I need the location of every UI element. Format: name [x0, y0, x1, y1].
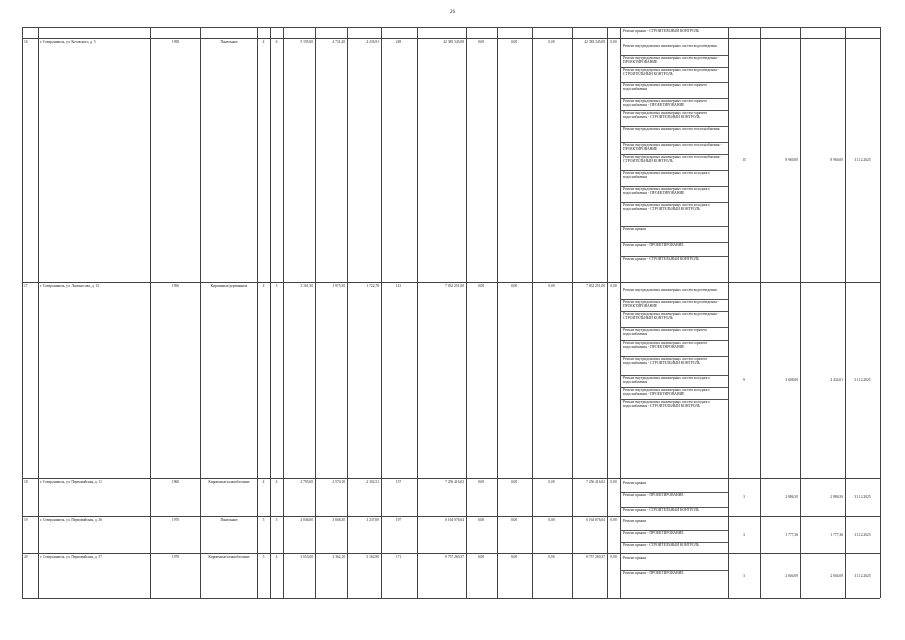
entrances: 5: [275, 518, 278, 522]
deadline: 31.12.2025: [854, 495, 871, 499]
floors: 4: [262, 480, 265, 484]
work-item: Ремонт внутридомовых инженерных систем холодного водоснабжения - ПРОЕКТИРОВАНИЕ: [623, 187, 710, 196]
entrances: 6: [275, 40, 278, 44]
owners-funds: 7 032 251,00: [586, 284, 605, 288]
work-item: Ремонт крыши - СТРОИТЕЛЬНЫЙ КОНТРОЛЬ: [623, 29, 700, 33]
fund-local: 0,00: [548, 480, 555, 484]
work-item: Ремонт внутридомовых инженерных систем водоотведения - СТРОИТЕЛЬНЫЙ КОНТРОЛЬ: [623, 68, 719, 77]
fund-federal: 0,00: [477, 480, 485, 484]
column-rule-4: [257, 27, 258, 598]
limit-cost: 2 886,50: [830, 495, 843, 499]
fund-regional: 0,00: [510, 555, 518, 559]
owners-funds: 8 757 260,37: [586, 555, 605, 559]
other-funds: 0,00: [610, 40, 617, 44]
premises-area: 2 570,10: [332, 480, 345, 484]
row-rule: [22, 282, 880, 283]
work-item: Ремонт крыши: [623, 227, 647, 231]
entrances: 4: [275, 555, 278, 559]
wall-material: Кирпичные/шлакоблочные: [208, 480, 250, 484]
column-rule-15: [607, 27, 608, 598]
work-item: Ремонт крыши - ПРОЕКТИРОВАНИЕ: [623, 571, 684, 575]
work-item: Ремонт внутридомовых инженерных систем теплоснабжения - ПРОЕКТИРОВАНИЕ: [623, 143, 722, 152]
row-rule: [22, 516, 880, 517]
column-rule-3: [200, 27, 201, 598]
cost-total: 8 757 260,37: [445, 555, 464, 559]
wall-material: Кирпичные/деревянные: [210, 284, 248, 288]
other-funds: 0,00: [610, 555, 617, 559]
build-year: 1970: [171, 518, 180, 522]
work-count: 3: [743, 533, 745, 537]
fund-local: 0,00: [548, 518, 555, 522]
fund-regional: 0,00: [510, 284, 518, 288]
residential-area: 2 302,51: [366, 480, 379, 484]
total-area: 5 195,00: [300, 40, 313, 44]
owners-funds: 7 256 416,02: [586, 480, 605, 484]
work-item: Ремонт внутридомовых инженерных систем водоотведения: [623, 44, 717, 48]
residential-area: 3 162,80: [366, 555, 379, 559]
work-item: Ремонт внутридомовых инженерных систем водоотведения - ПРОЕКТИРОВАНИЕ: [623, 300, 719, 309]
row-number: 16: [24, 40, 28, 44]
work-item: Ремонт внутридомовых инженерных систем горячего водоснабжения - ПРОЕКТИРОВАНИЕ: [623, 341, 708, 350]
column-rule-13: [532, 27, 533, 598]
residents: 141: [395, 284, 402, 288]
cost-total: 42 383 345,08: [443, 40, 464, 44]
fund-federal: 0,00: [477, 284, 485, 288]
column-rule-1: [38, 27, 39, 598]
fund-local: 0,00: [548, 555, 555, 559]
limit-cost: 1 777,36: [830, 533, 843, 537]
work-item: Ремонт внутридомовых инженерных систем водоотведения - СТРОИТЕЛЬНЫЙ КОНТРОЛЬ: [623, 312, 719, 321]
row-number: 20: [24, 555, 28, 559]
fund-local: 0,00: [548, 284, 555, 288]
column-rule-6: [283, 27, 284, 598]
work-item: Ремонт внутридомовых инженерных систем теплоснабжения: [623, 127, 720, 131]
fund-local: 0,00: [548, 40, 555, 44]
work-item: Ремонт внутридомовых инженерных систем водоотведения: [623, 288, 717, 292]
row-number: 19: [24, 518, 28, 522]
work-item: Ремонт крыши: [623, 519, 647, 523]
cost-total: 7 256 416,02: [445, 480, 464, 484]
work-item: Ремонт внутридомовых инженерных систем холодного водоснабжения - СТРОИТЕЛЬНЫЙ КОНТРОЛЬ: [623, 400, 710, 409]
address: г. Североникель, ул. Первомайская, д. 11: [40, 480, 102, 484]
deadline: 31.12.2025: [854, 533, 871, 537]
work-item: Ремонт крыши - ПРОЕКТИРОВАНИЕ: [623, 243, 684, 247]
address: г. Североникель, ул. Первомайская, д. 36: [40, 518, 103, 522]
column-rule-10: [417, 27, 418, 598]
build-year: 1956: [171, 284, 180, 288]
column-rule-0: [22, 27, 23, 598]
deadline: 31.12.2025: [854, 158, 871, 162]
total-area: 3 653,00: [300, 555, 313, 559]
work-item: Ремонт внутридомовых инженерных систем теплоснабжения - СТРОИТЕЛЬНЫЙ КОНТРОЛЬ: [623, 155, 722, 164]
address: г. Североникель, ул. Ломоносова, д. 13: [40, 284, 99, 288]
work-item: Ремонт внутридомовых инженерных систем холодного водоснабжения: [623, 376, 710, 385]
unit-cost: 1 777,36: [785, 533, 798, 537]
address: г. Североникель, ул. Котовского, д. 5: [40, 40, 96, 44]
residents: 157: [395, 480, 402, 484]
column-rule-2: [150, 27, 151, 598]
owners-funds: 42 383 345,08: [584, 40, 605, 44]
work-item: Ремонт внутридомовых инженерных систем водоотведения - ПРОЕКТИРОВАНИЕ: [623, 56, 719, 65]
work-item: Ремонт внутридомовых инженерных систем горячего водоснабжения: [623, 83, 708, 92]
column-rule-12: [497, 27, 498, 598]
column-rule-11: [466, 27, 467, 598]
column-rule-9: [381, 27, 382, 598]
page-number: 26: [450, 10, 455, 15]
fund-regional: 0,00: [510, 40, 518, 44]
residents: 249: [395, 40, 402, 44]
work-item: Ремонт крыши - ПРОЕКТИРОВАНИЕ: [623, 531, 684, 535]
deadline: 31.12.2025: [854, 378, 871, 382]
table-top-rule: [22, 27, 880, 28]
total-area: 4 046,00: [300, 518, 313, 522]
premises-area: 3 362,10: [332, 555, 345, 559]
work-item: Ремонт крыши - СТРОИТЕЛЬНЫЙ КОНТРОЛЬ: [623, 543, 700, 547]
column-rule-14: [572, 27, 573, 598]
residential-area: 4 236,91: [366, 40, 379, 44]
column-rule-5: [270, 27, 271, 598]
work-item: Ремонт внутридомовых инженерных систем горячего водоснабжения - СТРОИТЕЛЬНЫЙ КОНТРОЛЬ: [623, 111, 708, 120]
work-item: Ремонт внутридомовых инженерных систем горячего водоснабжения: [623, 328, 708, 337]
wall-material: Панельные: [220, 40, 238, 44]
work-item: Ремонт крыши - СТРОИТЕЛЬНЫЙ КОНТРОЛЬ: [623, 257, 700, 261]
fund-federal: 0,00: [477, 518, 485, 522]
fund-regional: 0,00: [510, 518, 518, 522]
fund-regional: 0,00: [510, 480, 518, 484]
work-item: Ремонт крыши: [623, 556, 647, 560]
work-item: Ремонт крыши - ПРОЕКТИРОВАНИЕ: [623, 493, 684, 497]
row-rule: [22, 553, 880, 554]
row-rule: [22, 478, 880, 479]
premises-area: 4 731,20: [332, 40, 345, 44]
floors: 5: [262, 518, 265, 522]
limit-cost: 4 434,01: [830, 378, 843, 382]
wall-material: Панельные: [220, 518, 238, 522]
work-count: 3: [743, 574, 745, 578]
work-item: Ремонт внутридомовых инженерных систем холодного водоснабжения: [623, 171, 710, 180]
table-bottom-rule: [22, 598, 880, 599]
limit-cost: 2 604,09: [830, 574, 843, 578]
floors: 4: [262, 40, 265, 44]
other-funds: 0,00: [610, 480, 617, 484]
column-rule-20: [845, 27, 846, 598]
entrances: 3: [275, 284, 278, 288]
row-number: 18: [24, 480, 28, 484]
cost-total: 7 032 251,00: [445, 284, 464, 288]
residential-area: 1 722,70: [366, 284, 379, 288]
row-rule: [22, 38, 880, 39]
total-area: 2 161,50: [300, 284, 313, 288]
build-year: 1970: [171, 555, 180, 559]
premises-area: 3 668,30: [332, 518, 345, 522]
premises-area: 1 975,50: [332, 284, 345, 288]
work-item: Ремонт крыши - СТРОИТЕЛЬНЫЙ КОНТРОЛЬ: [623, 508, 700, 512]
work-item: Ремонт крыши: [623, 481, 647, 485]
column-rule-7: [315, 27, 316, 598]
limit-cost: 8 960,00: [830, 158, 843, 162]
column-rule-16: [620, 27, 621, 598]
row-number: 17: [24, 284, 28, 288]
work-item: Ремонт внутридомовых инженерных систем горячего водоснабжения - ПРОЕКТИРОВАНИЕ: [623, 99, 708, 108]
fund-federal: 0,00: [477, 40, 485, 44]
work-item: Ремонт внутридомовых инженерных систем горячего водоснабжения - СТРОИТЕЛЬНЫЙ КОНТРОЛЬ: [623, 357, 708, 366]
other-funds: 0,00: [610, 284, 617, 288]
unit-cost: 8 960,00: [785, 158, 798, 162]
total-area: 2 795,00: [300, 480, 313, 484]
column-rule-19: [800, 27, 801, 598]
work-count: 9: [743, 378, 745, 382]
address: г. Североникель, ул. Первомайская, д. 57: [40, 555, 103, 559]
unit-cost: 3 608,00: [785, 378, 798, 382]
cost-total: 6 164 076,04: [445, 518, 464, 522]
build-year: 1958: [171, 40, 180, 44]
residential-area: 3 237,00: [366, 518, 379, 522]
wall-material: Кирпичные/шлакоблочные: [208, 555, 250, 559]
column-rule-8: [347, 27, 348, 598]
unit-cost: 2 604,09: [785, 574, 798, 578]
residents: 197: [395, 518, 402, 522]
work-item: Ремонт внутридомовых инженерных систем холодного водоснабжения - ПРОЕКТИРОВАНИЕ: [623, 388, 710, 397]
column-rule-17: [728, 27, 729, 598]
work-count: 15: [742, 158, 746, 162]
fund-federal: 0,00: [477, 555, 485, 559]
column-rule-18: [760, 27, 761, 598]
deadline: 31.12.2025: [854, 574, 871, 578]
unit-cost: 2 886,50: [785, 495, 798, 499]
floors: 4: [262, 284, 265, 288]
owners-funds: 6 164 076,04: [586, 518, 605, 522]
entrances: 4: [275, 480, 278, 484]
build-year: 1960: [171, 480, 180, 484]
other-funds: 0,00: [610, 518, 617, 522]
residents: 171: [395, 555, 402, 559]
work-item: Ремонт внутридомовых инженерных систем холодного водоснабжения - СТРОИТЕЛЬНЫЙ КОНТРОЛЬ: [623, 203, 710, 212]
floors: 5: [262, 555, 265, 559]
column-rule-21: [880, 27, 881, 598]
work-count: 3: [743, 495, 745, 499]
